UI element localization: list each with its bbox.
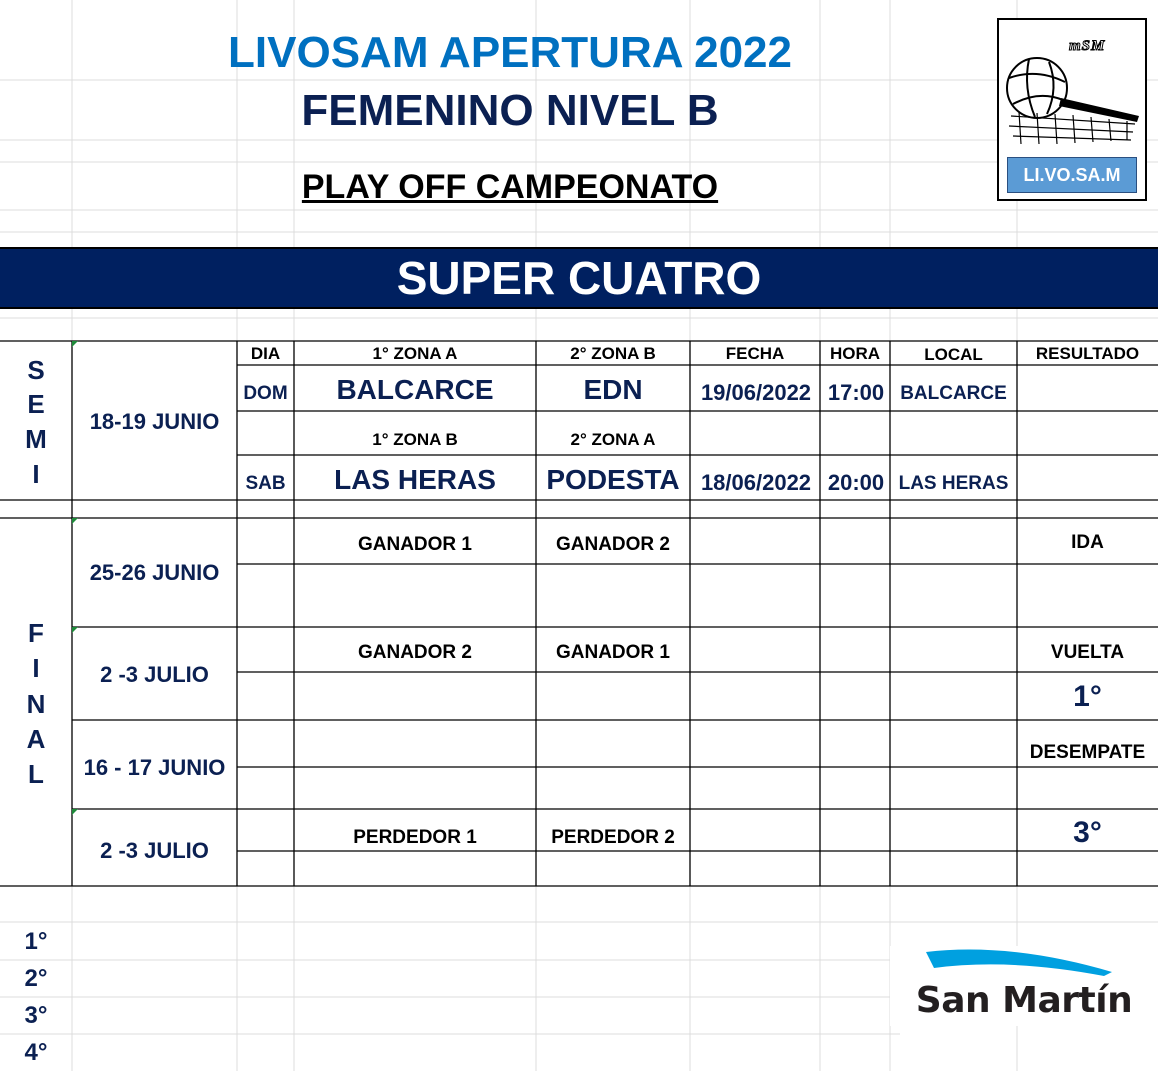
match1-home: BALCARCE [336,374,494,405]
match1-dia: DOM [243,383,288,404]
third-home: PERDEDOR 1 [353,827,477,848]
standing-label: 2° [24,965,48,992]
third-place-mark: 3° [1073,816,1102,849]
section-title: PLAY OFF CAMPEONATO [301,168,719,206]
header-resultado: RESULTADO [1035,344,1140,363]
subheader-home: 1° ZONA B [372,430,458,449]
header-hora: HORA [829,344,881,363]
semi-letter: I [32,459,40,489]
match1-away: EDN [583,374,643,405]
final-letter: L [28,759,44,789]
match2-away: PODESTA [546,464,680,495]
third-away: PERDEDOR 2 [551,827,675,848]
logo-mark: mSM [1069,38,1106,54]
final-letter: N [26,689,46,719]
leg2-away: GANADOR 1 [555,642,670,663]
standing-label: 1° [24,928,48,955]
first-place-mark: 1° [1073,680,1102,713]
page-subtitle: FEMENINO NIVEL B [301,86,719,135]
match1-local: BALCARCE [900,383,1007,404]
subheader-away: 2° ZONA A [570,430,656,449]
final-letter: I [32,653,40,683]
semi-letter: S [27,355,45,385]
header-local: LOCAL [924,345,983,364]
match1-fecha: 19/06/2022 [700,380,812,405]
header-home: 1° ZONA A [372,344,458,363]
semi-letter: M [25,424,47,454]
tiebreak-tag: DESEMPATE [1029,742,1146,763]
final-letter: A [26,724,46,754]
standing-label: 3° [24,1002,48,1029]
match2-dia: SAB [245,473,286,494]
third-date: 2 -3 JULIO [100,838,209,863]
page-title: LIVOSAM APERTURA 2022 [228,28,792,77]
sponsor-name: San Martín [915,980,1133,1021]
logo-label: LI.VO.SA.M [1023,165,1121,185]
leg1-date: 25-26 JUNIO [89,560,220,585]
leg1-home: GANADOR 1 [357,534,472,555]
leg2-home: GANADOR 2 [357,642,472,663]
banner-title: SUPER CUATRO [396,252,762,304]
leg1-tag: IDA [1071,532,1104,553]
super-cuatro-banner [0,247,1158,309]
final-letter: F [28,618,44,648]
header-dia: DIA [250,344,281,363]
match1-hora: 17:00 [827,380,885,405]
livosam-logo [997,18,1147,201]
match2-fecha: 18/06/2022 [700,470,812,495]
header-fecha: FECHA [725,344,785,363]
header-away: 2° ZONA B [570,344,656,363]
logo-label-box [1007,157,1137,193]
leg2-date: 2 -3 JULIO [100,662,209,687]
standing-label: 4° [24,1039,48,1066]
match2-home: LAS HERAS [334,464,496,495]
semi-date: 18-19 JUNIO [89,409,220,434]
sponsor-logo [890,946,1158,1026]
match2-local: LAS HERAS [898,473,1009,494]
tiebreak-date: 16 - 17 JUNIO [83,755,226,780]
semi-letter: E [27,389,45,419]
leg1-away: GANADOR 2 [555,534,670,555]
leg2-tag: VUELTA [1050,642,1125,663]
match2-hora: 20:00 [827,470,885,495]
